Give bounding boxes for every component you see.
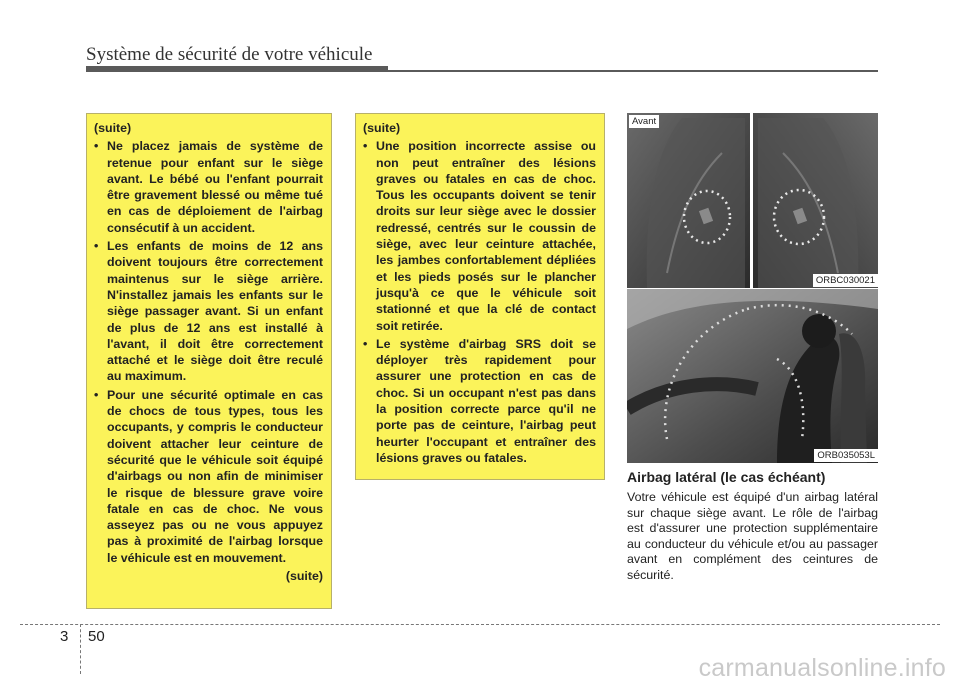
footer-divider <box>80 624 81 674</box>
warning-bullet: • Les enfants de moins de 12 ans doivent toujours être correctement maintenus sur le siège arrière. N'installez jamais les enfants sur le siège passager avant. Si un enfant de plus de 12 ans est installé à l'avant, il doit être correctement attaché et le siège doit être reculé au maximum. <box>94 238 323 385</box>
suite-label-top: (suite) <box>94 121 132 135</box>
page-title: Système de sécurité de votre véhicule <box>86 44 373 65</box>
figure-code: ORBC030021 <box>813 274 878 287</box>
warning-bullet: • Pour une sécurité optimale en cas de chocs de tous types, tous les occupants, y compris le conducteur doivent attacher leur ceinture de sécurité que le véhicule soit équipé d'airbags ou non afin de minimiser le risque de blessure grave voire fatale en cas de choc. Ne vous asseyez pas ou ne vous appuyez pas à proximité de l'airbag lorsque le véhicule est en mouvement. <box>94 387 323 566</box>
suite-label-top: (suite) <box>363 121 401 135</box>
warning-box-middle <box>355 113 605 480</box>
footer-rule <box>20 624 940 625</box>
occupant-illustration <box>627 289 878 463</box>
section-title: Airbag latéral (le cas échéant) <box>627 469 826 485</box>
warning-bullet: • Ne placez jamais de système de retenue pour enfant sur le siège avant. Le bébé ou l'enfant pourrait être gravement blessé ou même tué en cas de déploiement de l'airbag consécutif à un accident. <box>94 138 323 236</box>
warning-box-left <box>86 113 332 609</box>
section-body: Votre véhicule est équipé d'un airbag latéral sur chaque siège avant. Le rôle de l'airbag est d'assurer une protection supplémentaire au conducteur du véhicule et/ou au passager avant en complément des ceintures de sécurité. <box>627 490 878 582</box>
occupant-airbag-figure <box>627 289 878 463</box>
seats-airbag-figure <box>627 113 878 288</box>
warning-bullet: • Une position incorrecte assise ou non peut entraîner des lésions graves ou fatales en cas de choc. Tous les occupants doivent se tenir droits sur leur siège avec le dossier redressé, centrés sur le coussin de siège, avec leur ceinture attachée, les jambes confortablement dépliées et les pieds posés sur le plancher jusqu'à ce que le véhicule soit stationné et que la clé de contact soit retirée. <box>363 138 596 334</box>
figure-code: ORB035053L <box>814 449 878 462</box>
warning-bullet: • Le système d'airbag SRS doit se déployer très rapidement pour assurer une protection en cas de choc. Si un occupant n'est pas dans la position correcte parce qu'il ne porte pas de ceinture, l'airbag peut heurter l'occupant et entraîner des lésions graves ou fatales. <box>363 336 596 466</box>
seats-illustration <box>627 113 878 288</box>
figure-label-front: Avant <box>629 115 659 128</box>
suite-label-bottom: (suite) <box>285 569 323 584</box>
header-rule <box>86 70 878 72</box>
watermark: carmanualsonline.info <box>698 654 946 682</box>
chapter-number: 3 <box>60 628 69 645</box>
page-number: 50 <box>88 628 105 645</box>
